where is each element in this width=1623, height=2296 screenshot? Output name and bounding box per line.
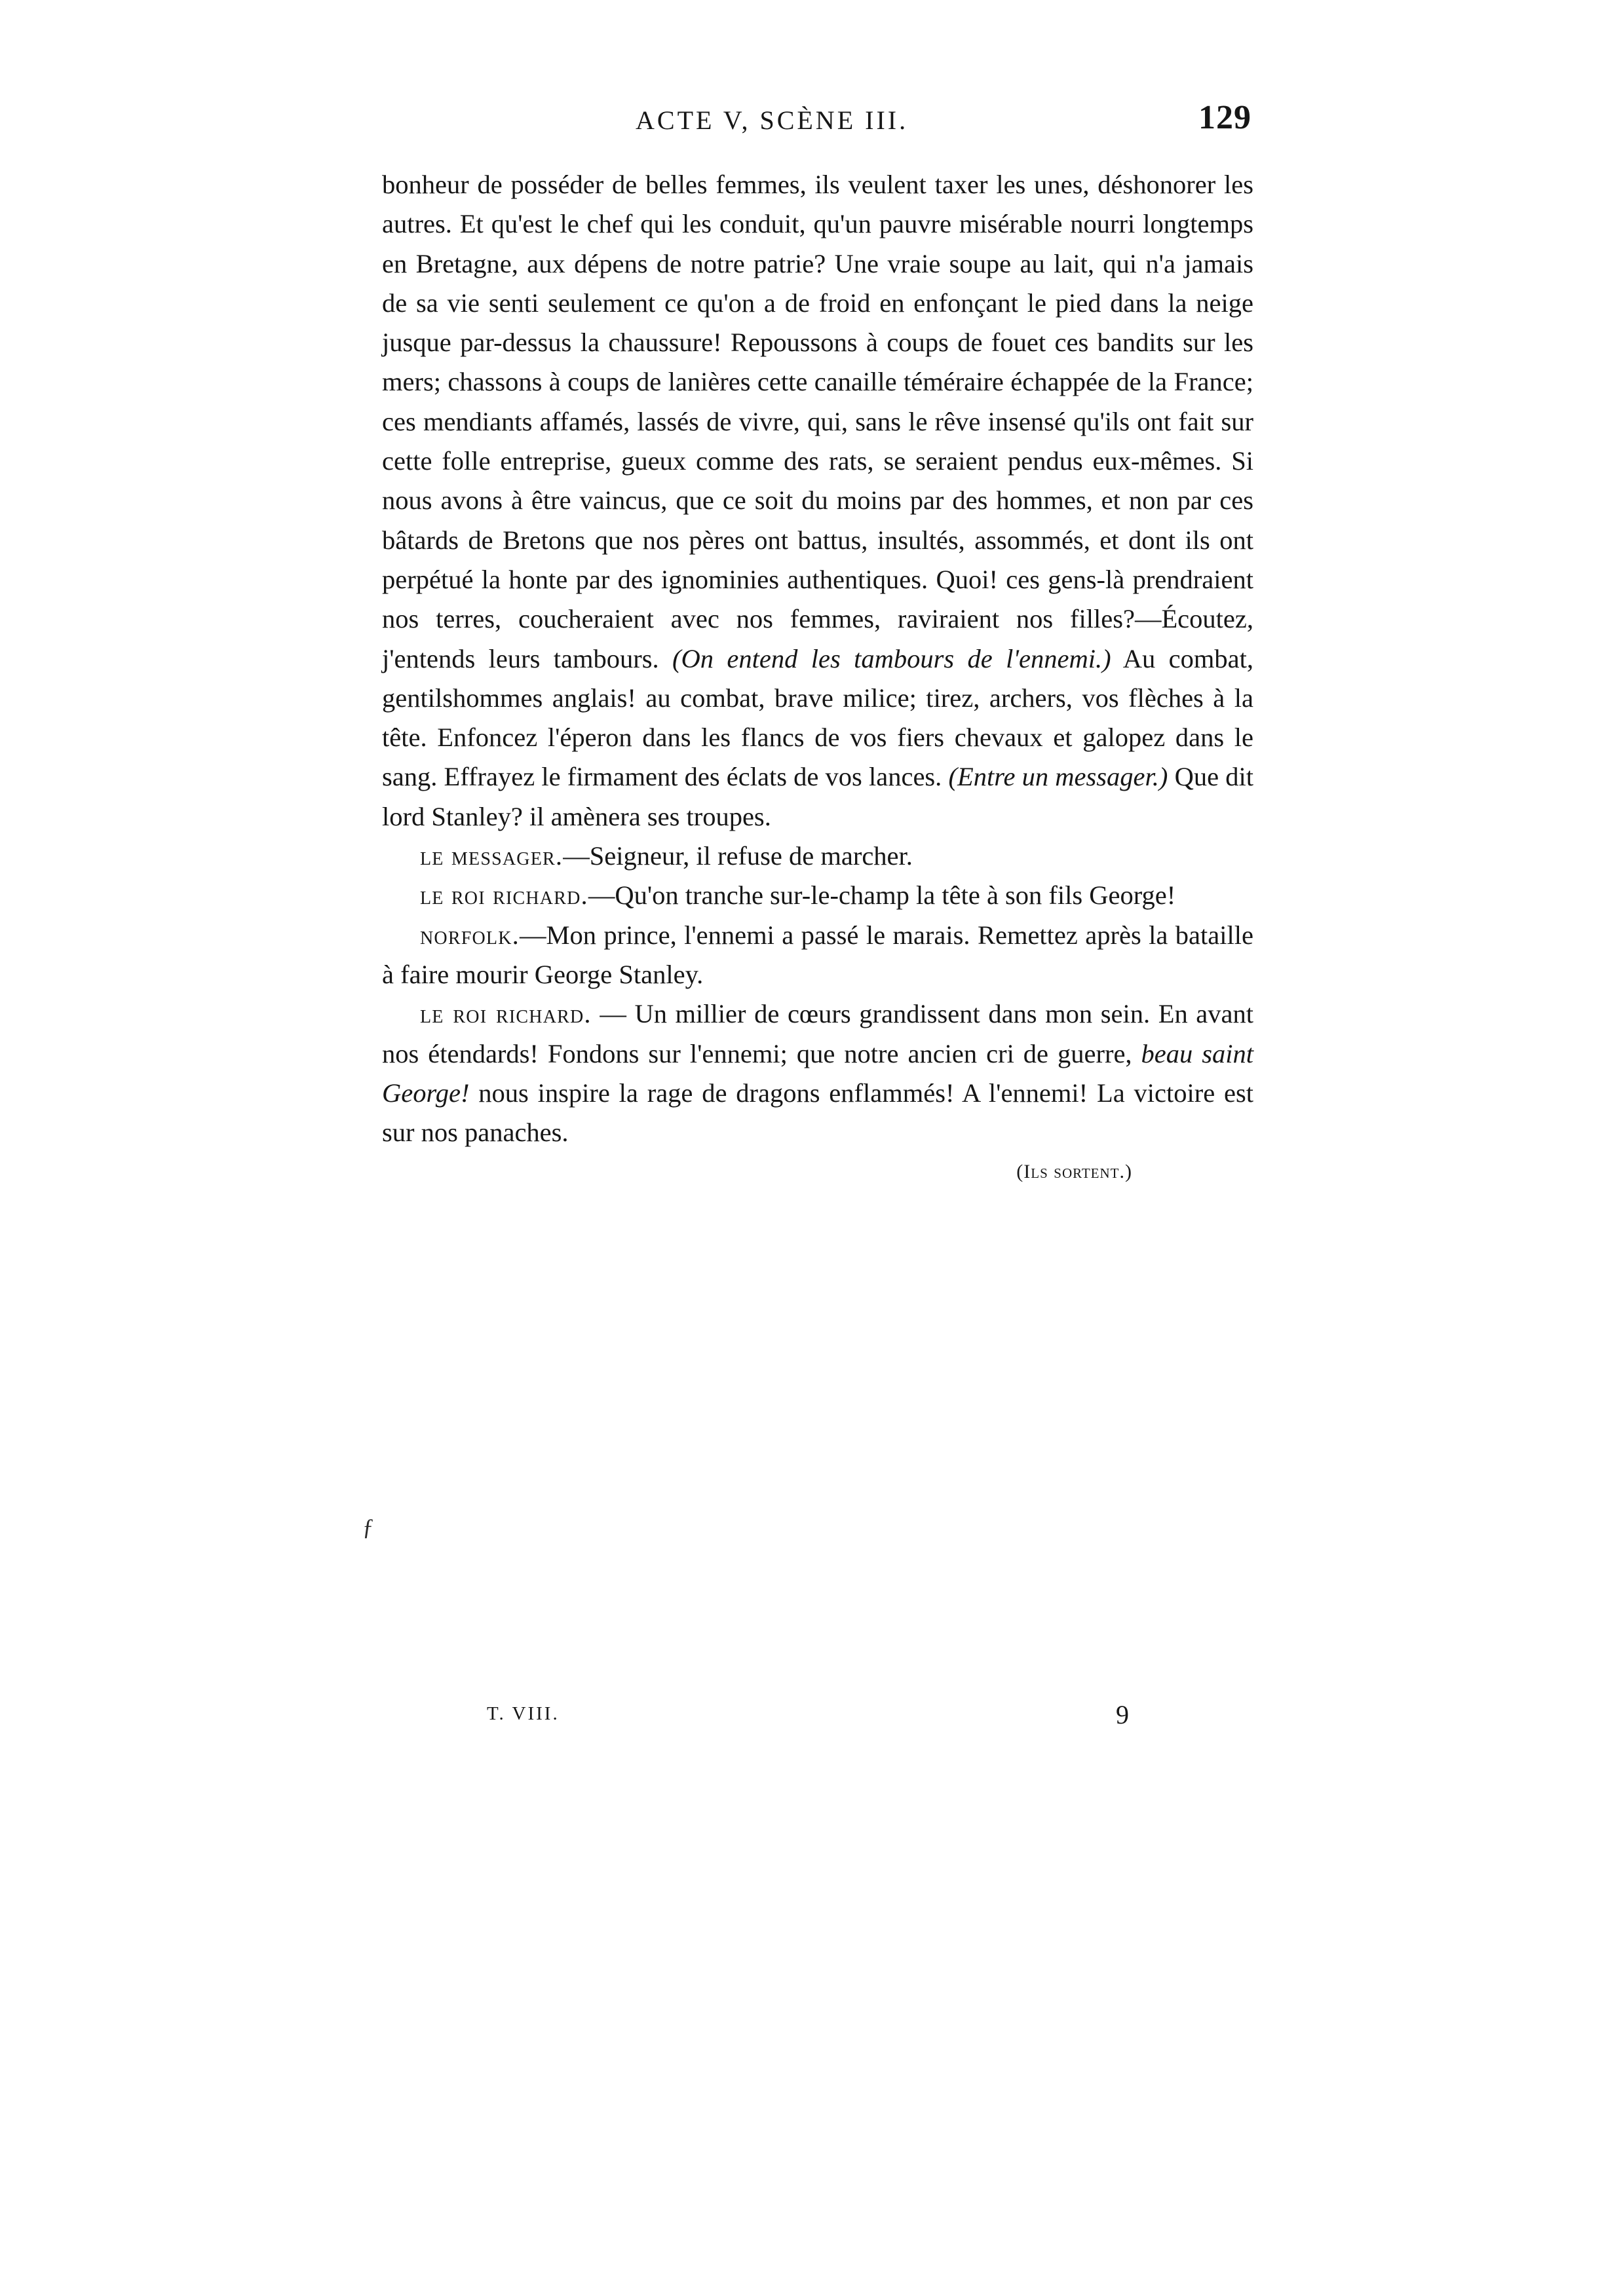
italic-war-cry: beau saint George! <box>382 1038 1253 1108</box>
paragraph-text-part-2: Au combat, gentilshommes anglais! au combat, brave milice; tirez, archers, vos flèches à la tête. Enfoncez l'éperon dans les flancs de vos fiers chevaux et galopez dans le sang. Effrayez le firmament des éclats de vos lances. <box>382 643 1253 792</box>
speaker-label-norfolk: norfolk. <box>420 920 520 950</box>
stray-ink-mark: ƒ <box>362 1514 374 1540</box>
speaker-label-king-richard-1: le roi richard. <box>420 880 588 911</box>
speech-norfolk <box>382 916 1253 995</box>
speech-text-king-richard-1: —Qu'on tranche sur-le-champ la tête à son fils George! <box>588 880 1176 911</box>
speech-text-norfolk: —Mon prince, l'ennemi a passé le marais. Remettez après la bataille à faire mourir George Stanley. <box>382 920 1253 989</box>
folio-number: 129 <box>1198 99 1251 136</box>
signature-mark: T. VIII. <box>487 1703 560 1724</box>
speech-messenger <box>382 837 1253 876</box>
body-text-column <box>382 165 1253 1192</box>
page-header <box>380 99 1251 151</box>
speech-text-king-richard-2b: nous inspire la rage de dragons enflammés! A l'ennemi! La victoire est sur nos panaches. <box>382 1078 1253 1148</box>
paragraph-richard-speech <box>382 165 1253 837</box>
paragraph-text-part-1: bonheur de posséder de belles femmes, ils veulent taxer les unes, déshonorer les autres. Et qu'est le chef qui les conduit, qu'un pauvre misérable nourri longtemps en Bretagne, aux dépens de notre patrie? Une vraie soupe au lait, qui n'a jamais de sa vie senti seulement ce qu'on a de froid en enfonçant le pied dans la neige jusque par-dessus la chaussure! Repoussons à coups de fouet ces bandits sur les mers; chassons à coups de lanières cette canaille téméraire échappée de la France; ces mendiants affamés, lassés de vivre, qui, sans le rêve insensé qu'ils ont fait sur cette folle entreprise, gueux comme des rats, se seraient pendus eux-mêmes. Si nous avons à être vaincus, que ce soit du moins par des hommes, et non par ces bâtards de Bretons que nos pères ont battus, insultés, assommés, et dont ils ont perpétué la honte par des ignominies authentiques. Quoi! ces gens-là prendraient nos terres, coucheraient avec nos femmes, raviraient nos filles?—Écoutez, j'entends leurs tambours. <box>382 170 1253 673</box>
bottom-page-number: 9 <box>1116 1700 1129 1729</box>
speech-text-king-richard-2a: — Un millier de cœurs grandissent dans mon sein. En avant nos étendards! Fondons sur l'ennemi; que notre ancien cri de guerre, <box>382 999 1253 1068</box>
paragraph-text-part-3: Que dit lord Stanley? il amènera ses troupes. <box>382 762 1253 831</box>
stage-direction-messenger: (Entre un messager.) <box>948 762 1168 792</box>
speaker-label-messenger: le messager. <box>420 841 563 871</box>
running-head: ACTE V, SCÈNE III. <box>636 105 909 135</box>
speech-king-richard-1 <box>382 876 1253 915</box>
exit-stage-direction: (Ils sortent.) <box>1016 1161 1132 1183</box>
page-footer <box>382 1700 1253 1736</box>
stage-direction-drums: (On entend les tambours de l'ennemi.) <box>672 643 1111 673</box>
speech-text-messenger: —Seigneur, il refuse de marcher. <box>563 841 913 871</box>
speaker-label-king-richard-2: le roi richard. <box>420 999 592 1029</box>
speech-king-richard-2 <box>382 994 1253 1152</box>
